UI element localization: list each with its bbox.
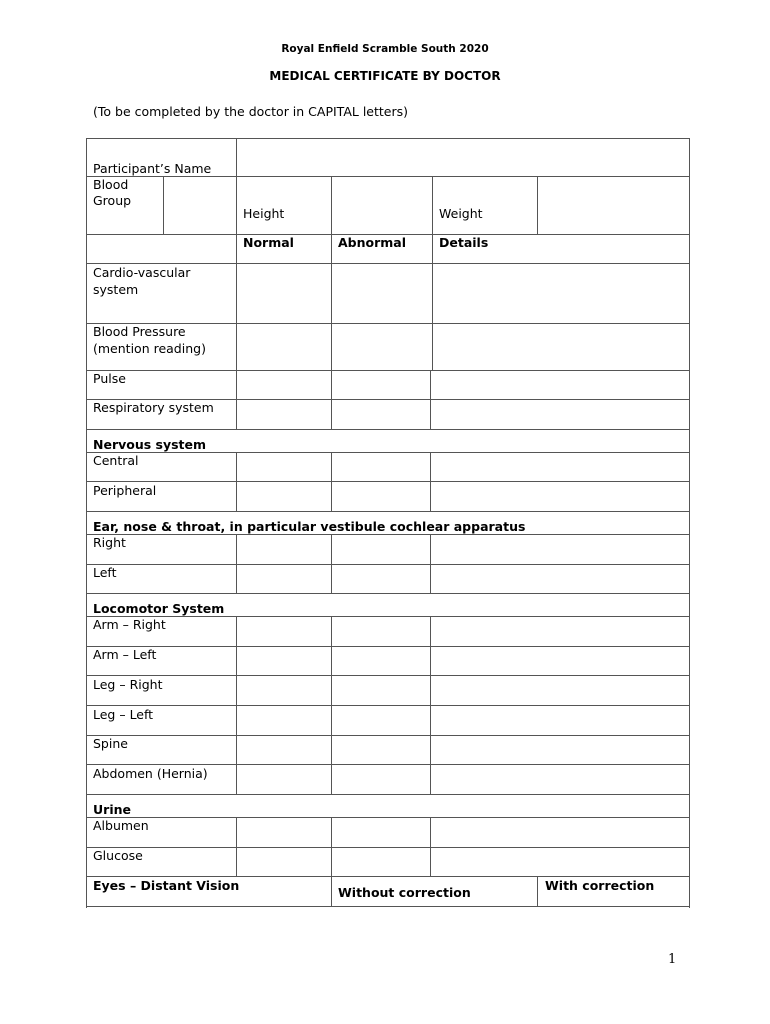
arm-right-label: Arm – Right (93, 617, 166, 632)
urine-heading: Urine (93, 802, 131, 817)
blood-group-label-2: Group (93, 193, 132, 208)
weight-label: Weight (439, 206, 483, 221)
column-details: Details (439, 235, 489, 250)
peripheral-label: Peripheral (93, 483, 157, 498)
spine-label: Spine (93, 736, 128, 751)
cardio-label-2: system (93, 282, 139, 297)
height-label: Height (243, 206, 285, 221)
blood-group-label-1: Blood (93, 177, 129, 192)
instruction-text: (To be completed by the doctor in CAPITAL letters) (93, 104, 409, 119)
respiratory-label: Respiratory system (93, 400, 214, 415)
page-number: 1 (668, 952, 677, 967)
column-normal: Normal (243, 235, 294, 250)
albumen-label: Albumen (93, 818, 149, 833)
abdomen-label: Abdomen (Hernia) (93, 766, 208, 781)
ent-left-label: Left (93, 565, 117, 580)
without-correction-label: Without correction (338, 885, 471, 900)
locomotor-heading: Locomotor System (93, 601, 225, 616)
bp-label-2: (mention reading) (93, 341, 206, 356)
cardio-label-1: Cardio-vascular (93, 265, 191, 280)
bp-label-1: Blood Pressure (93, 324, 186, 339)
glucose-label: Glucose (93, 848, 143, 863)
leg-right-label: Leg – Right (93, 677, 163, 692)
with-correction-label: With correction (545, 878, 655, 893)
arm-left-label: Arm – Left (93, 647, 157, 662)
document-title: MEDICAL CERTIFICATE BY DOCTOR (269, 69, 501, 83)
leg-left-label: Leg – Left (93, 707, 154, 722)
event-name: Royal Enfield Scramble South 2020 (281, 43, 489, 55)
ent-right-label: Right (93, 535, 126, 550)
ent-heading: Ear, nose & throat, in particular vestibule cochlear apparatus (93, 519, 526, 534)
column-abnormal: Abnormal (338, 235, 407, 250)
pulse-label: Pulse (93, 371, 126, 386)
nervous-heading: Nervous system (93, 437, 207, 452)
central-label: Central (93, 453, 139, 468)
eyes-label: Eyes – Distant Vision (93, 878, 240, 893)
participant-name-label: Participant’s Name (93, 161, 212, 176)
